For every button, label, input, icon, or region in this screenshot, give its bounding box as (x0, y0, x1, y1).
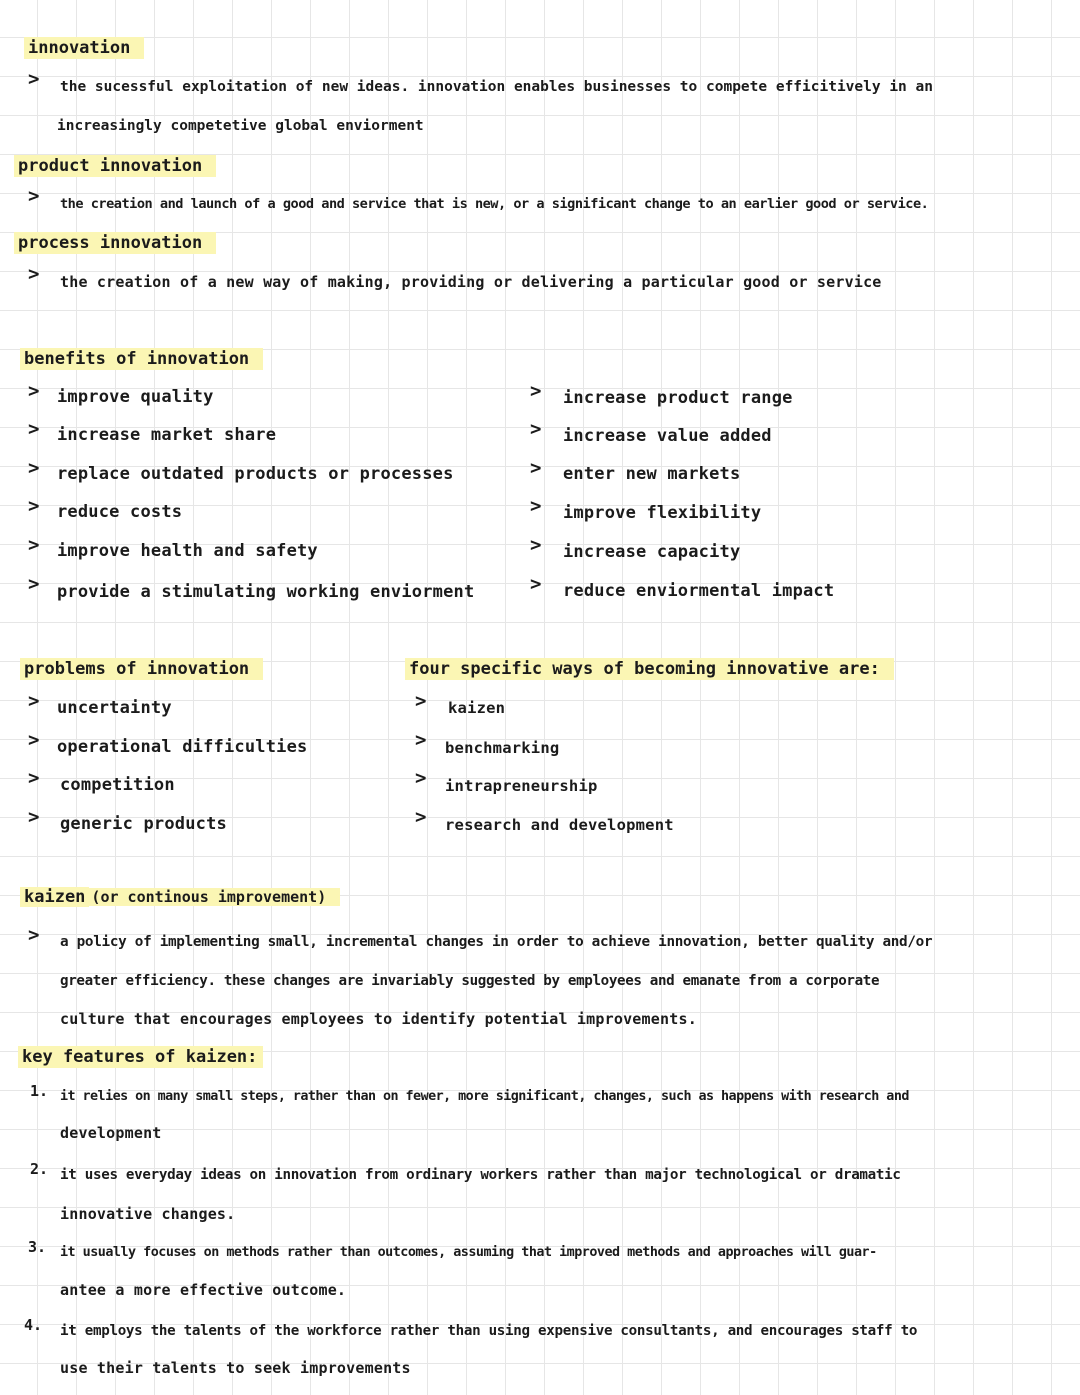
key-feature-line: it employs the talents of the workforce rather than using expensive consultants, and encourages staff to (60, 1323, 918, 1339)
key-feature-line: innovative changes. (60, 1205, 236, 1223)
bullet-arrow: > (415, 729, 427, 751)
benefit-item: reduce enviormental impact (563, 581, 835, 601)
bullet-arrow: > (530, 495, 542, 517)
kaizen-definition-line-2: greater efficiency. these changes are invariably suggested by employees and emanate from a corporate (60, 973, 880, 989)
key-feature-line: it usually focuses on methods rather than outcomes, assuming that improved methods and approaches will guar- (60, 1245, 877, 1260)
kaizen-heading: kaizen (20, 887, 89, 907)
list-number: 1. (30, 1082, 49, 1100)
list-number: 3. (28, 1238, 47, 1256)
bullet-arrow: > (530, 457, 542, 479)
bullet-arrow: > (28, 380, 40, 402)
ways-heading: four specific ways of becoming innovative are: (405, 658, 894, 680)
bullet-arrow: > (28, 690, 40, 712)
bullet-arrow: > (415, 806, 427, 828)
benefit-item: increase capacity (563, 542, 741, 562)
way-item: research and development (445, 816, 674, 834)
bullet-arrow: > (28, 729, 40, 751)
list-number: 4. (24, 1316, 43, 1334)
list-number: 2. (30, 1160, 49, 1178)
key-feature-line: development (60, 1124, 162, 1142)
bullet-arrow: > (415, 767, 427, 789)
way-item: kaizen (448, 699, 506, 717)
kaizen-heading-row (20, 882, 340, 912)
way-item: intrapreneurship (445, 777, 598, 795)
benefit-item: replace outdated products or processes (57, 464, 454, 484)
problems-heading: problems of innovation (20, 658, 263, 680)
process-innovation-heading: process innovation (14, 232, 216, 254)
benefit-item: improve quality (57, 387, 214, 407)
bullet-arrow: > (28, 806, 40, 828)
bullet-arrow: > (28, 573, 40, 595)
problem-item: competition (60, 775, 175, 795)
process-innovation-definition: the creation of a new way of making, providing or delivering a particular good or service (60, 273, 882, 291)
key-feature-line: it uses everyday ideas on innovation from ordinary workers rather than major technological or dramatic (60, 1167, 901, 1183)
benefit-item: reduce costs (57, 502, 183, 522)
bullet-arrow: > (28, 418, 40, 440)
key-feature-line: it relies on many small steps, rather than on fewer, more significant, changes, such as happens with research and (60, 1089, 909, 1104)
innovation-heading: innovation (24, 37, 144, 59)
benefits-heading: benefits of innovation (20, 348, 263, 370)
bullet-arrow: > (415, 690, 427, 712)
benefit-item: improve flexibility (563, 503, 762, 523)
innovation-definition-line-2: increasingly competetive global enviorment (57, 118, 424, 134)
key-feature-line: antee a more effective outcome. (60, 1281, 347, 1299)
benefit-item: enter new markets (563, 464, 741, 484)
bullet-arrow: > (28, 185, 40, 207)
bullet-arrow: > (28, 495, 40, 517)
bullet-arrow: > (28, 534, 40, 556)
bullet-arrow: > (28, 767, 40, 789)
key-feature-line: use their talents to seek improvements (60, 1359, 411, 1377)
product-innovation-heading: product innovation (14, 155, 216, 177)
bullet-arrow: > (530, 380, 542, 402)
problem-item: generic products (60, 814, 227, 834)
benefit-item: provide a stimulating working enviorment (57, 582, 475, 602)
bullet-arrow: > (530, 534, 542, 556)
bullet-arrow: > (28, 457, 40, 479)
benefit-item: increase value added (563, 426, 772, 446)
bullet-arrow: > (28, 263, 40, 285)
problem-item: operational difficulties (57, 737, 308, 757)
bullet-arrow: > (28, 924, 40, 946)
problem-item: uncertainty (57, 698, 172, 718)
way-item: benchmarking (445, 739, 560, 757)
bullet-arrow: > (530, 418, 542, 440)
benefit-item: increase market share (57, 425, 277, 445)
bullet-arrow: > (28, 68, 40, 90)
benefit-item: increase product range (563, 388, 793, 408)
bullet-arrow: > (530, 573, 542, 595)
kaizen-definition-line-3: culture that encourages employees to identify potential improvements. (60, 1010, 697, 1028)
innovation-definition-line-1: the sucessful exploitation of new ideas. innovation enables businesses to compete efficitively in an (60, 79, 933, 95)
kaizen-heading-parenthetical: (or continous improvement) (89, 888, 340, 906)
benefit-item: improve health and safety (57, 541, 318, 561)
key-features-heading: key features of kaizen: (18, 1046, 263, 1068)
kaizen-definition-line-1: a policy of implementing small, incremental changes in order to achieve innovation, better quality and/or (60, 934, 933, 950)
product-innovation-definition: the creation and launch of a good and service that is new, or a significant change to an earlier good or service. (60, 196, 929, 212)
